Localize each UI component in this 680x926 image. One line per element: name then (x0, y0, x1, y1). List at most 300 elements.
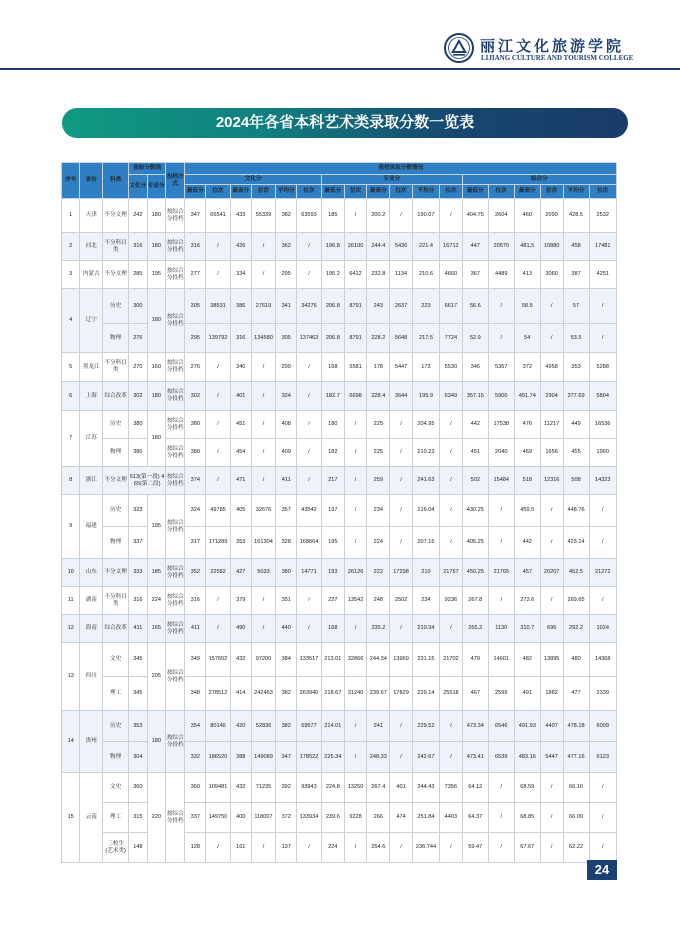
major-score-cell: 182 (321, 439, 344, 467)
row-culture-line: 270 (129, 353, 147, 382)
composite-score-cell: 452.5 (563, 559, 589, 587)
composite-score-cell: 292.2 (563, 615, 589, 643)
culture-score-cell: 295 (185, 324, 206, 353)
composite-score-cell: 4407 (540, 711, 563, 742)
major-score-cell: 232.8 (367, 261, 390, 289)
major-score-cell: / (440, 199, 463, 233)
culture-score-cell: 433 (230, 199, 251, 233)
col-rank: 位次 (540, 185, 563, 199)
major-score-cell: / (344, 742, 367, 773)
major-score-cell: / (390, 411, 413, 439)
row-method: 按综合分投档 (165, 495, 185, 559)
row-category: 不分科目类 (103, 353, 129, 382)
composite-score-cell: 21765 (488, 559, 514, 587)
major-score-cell: 8791 (344, 289, 367, 324)
table-row (62, 261, 617, 289)
major-score-cell: / (390, 439, 413, 467)
culture-score-cell: 38531 (206, 289, 231, 324)
culture-score-cell: / (206, 233, 231, 261)
culture-score-cell: 69577 (297, 711, 322, 742)
major-score-cell: 180 (321, 411, 344, 439)
major-score-cell: 229.52 (412, 711, 439, 742)
composite-score-cell: 353 (563, 353, 589, 382)
table-row (62, 527, 617, 559)
composite-score-cell: / (488, 803, 514, 833)
culture-score-cell: / (297, 353, 322, 382)
composite-score-cell: 6546 (488, 711, 514, 742)
composite-score-cell: 477 (563, 677, 589, 711)
major-score-cell: / (390, 833, 413, 863)
row-province: 天津 (80, 199, 103, 233)
row-culture-line: 276 (129, 324, 147, 353)
row-method: 按综合分投档 (165, 382, 185, 411)
row-category: 不分文理 (103, 199, 129, 233)
composite-score-cell: 57 (563, 289, 589, 324)
composite-score-cell: 469 (514, 439, 540, 467)
table-row (62, 803, 617, 833)
major-score-cell: 21757 (440, 559, 463, 587)
row-category: 历史 (103, 495, 129, 527)
major-score-cell: 267.4 (367, 773, 390, 803)
major-score-cell: 178 (367, 353, 390, 382)
composite-score-cell: 491 (514, 677, 540, 711)
row-major-line: 180 (147, 289, 165, 353)
row-seq: 12 (62, 615, 80, 643)
culture-score-cell: 357 (276, 495, 297, 527)
row-seq: 15 (62, 773, 80, 863)
row-category: 不分科目类 (103, 233, 129, 261)
row-culture-line: 300 (129, 289, 147, 324)
major-score-cell: 234 (367, 495, 390, 527)
composite-score-cell: 447 (462, 233, 488, 261)
major-score-cell: 5581 (344, 353, 367, 382)
culture-score-cell: 408 (276, 411, 297, 439)
row-category: 理工 (103, 803, 129, 833)
culture-score-cell: 186520 (206, 742, 231, 773)
culture-score-cell: 171289 (206, 527, 231, 559)
row-method: 按综合分投档 (165, 615, 185, 643)
major-score-cell: 401 (390, 773, 413, 803)
composite-score-cell: 16536 (589, 411, 616, 439)
composite-score-cell: 2040 (488, 439, 514, 467)
col-culture-line: 文化分 (129, 175, 147, 199)
composite-score-cell: 455 (563, 439, 589, 467)
major-score-cell: / (344, 615, 367, 643)
culture-score-cell: / (297, 439, 322, 467)
composite-score-cell: 14601 (488, 643, 514, 677)
composite-score-cell: 310.7 (514, 615, 540, 643)
culture-score-cell: 178522 (297, 742, 322, 773)
major-score-cell: 210 (412, 559, 439, 587)
composite-score-cell: 405.25 (462, 527, 488, 559)
composite-score-cell: / (589, 587, 616, 615)
culture-score-cell: 5033 (251, 559, 276, 587)
col-rank: 位次 (297, 185, 322, 199)
major-score-cell: / (344, 833, 367, 863)
composite-score-cell: 5804 (589, 382, 616, 411)
culture-score-cell: / (251, 261, 276, 289)
major-score-cell: 168 (321, 353, 344, 382)
col-avg: 平均分 (563, 185, 589, 199)
composite-score-cell: 58.5 (514, 289, 540, 324)
composite-score-cell: 1024 (589, 615, 616, 643)
major-score-cell: 229.14 (412, 677, 439, 711)
table-row (62, 742, 617, 773)
row-major-line: 195 (147, 261, 165, 289)
culture-score-cell: 27619 (251, 289, 276, 324)
row-culture-line: 345 (129, 643, 147, 677)
major-score-cell: 248 (367, 587, 390, 615)
col-composite-group: 综合分 (462, 175, 616, 185)
row-culture-line: 148 (129, 833, 147, 863)
major-score-cell: 31240 (344, 677, 367, 711)
major-score-cell: 221.4 (412, 233, 439, 261)
row-method: 按综合分投档 (165, 411, 185, 439)
composite-score-cell: 518 (514, 467, 540, 495)
major-score-cell: 236.744 (412, 833, 439, 863)
major-score-cell: 242.67 (412, 742, 439, 773)
culture-score-cell: 71235 (251, 773, 276, 803)
composite-score-cell: / (589, 773, 616, 803)
culture-score-cell: 432 (230, 643, 251, 677)
row-category: 不分文理 (103, 559, 129, 587)
composite-score-cell: 267.8 (462, 587, 488, 615)
culture-score-cell: 118007 (251, 803, 276, 833)
row-category: 综合改革 (103, 615, 129, 643)
page-number: 24 (587, 860, 617, 880)
culture-score-cell: 134580 (251, 324, 276, 353)
composite-score-cell: 2904 (540, 382, 563, 411)
row-method: 按综合分投档 (165, 289, 185, 353)
row-method: 按综合分投档 (165, 467, 185, 495)
row-seq: 3 (62, 261, 80, 289)
table-row (62, 615, 617, 643)
major-score-cell: 266 (367, 803, 390, 833)
major-score-cell: / (390, 615, 413, 643)
culture-score-cell: 409 (276, 439, 297, 467)
major-score-cell: 6698 (344, 382, 367, 411)
culture-score-cell: 49785 (206, 495, 231, 527)
composite-score-cell: 2532 (589, 199, 616, 233)
major-score-cell: 210.23 (412, 439, 439, 467)
major-score-cell: 254.6 (367, 833, 390, 863)
row-province: 山东 (80, 559, 103, 587)
major-score-cell: 5648 (390, 324, 413, 353)
major-score-cell: 239.67 (367, 677, 390, 711)
table-row (62, 559, 617, 587)
culture-score-cell: 295 (276, 261, 297, 289)
major-score-cell: 26100 (344, 233, 367, 261)
composite-score-cell: / (589, 833, 616, 863)
composite-score-cell: 479 (462, 643, 488, 677)
composite-score-cell: 68.59 (514, 773, 540, 803)
composite-score-cell: / (488, 324, 514, 353)
major-score-cell: / (440, 439, 463, 467)
composite-score-cell: 66.09 (563, 803, 589, 833)
col-culture-group: 文化分 (185, 175, 321, 185)
culture-score-cell: 43542 (297, 495, 322, 527)
row-seq: 2 (62, 233, 80, 261)
culture-score-cell: 276 (185, 353, 206, 382)
row-culture-line: 285 (129, 261, 147, 289)
major-score-cell: 204.95 (412, 411, 439, 439)
culture-score-cell: / (251, 382, 276, 411)
composite-score-cell: 387 (563, 261, 589, 289)
composite-score-cell: 66.10 (563, 773, 589, 803)
composite-score-cell: 457 (514, 559, 540, 587)
major-score-cell: / (440, 411, 463, 439)
composite-score-cell: 367 (462, 261, 488, 289)
composite-score-cell: 508 (563, 467, 589, 495)
composite-score-cell: 413 (514, 261, 540, 289)
major-score-cell: 231.15 (412, 643, 439, 677)
row-category: 不分文理 (103, 261, 129, 289)
composite-score-cell: 491.93 (514, 711, 540, 742)
culture-score-cell: 440 (276, 615, 297, 643)
composite-score-cell: 265.2 (462, 615, 488, 643)
row-province: 湖南 (80, 587, 103, 615)
major-score-cell: / (440, 711, 463, 742)
culture-score-cell: 324 (276, 382, 297, 411)
culture-score-cell: 55339 (251, 199, 276, 233)
col-school-stats: 我校录取分数情况 (185, 163, 617, 175)
culture-score-cell: 348 (185, 677, 206, 711)
row-province: 四川 (80, 643, 103, 711)
composite-score-cell: / (540, 803, 563, 833)
row-category: 不分文理 (103, 467, 129, 495)
culture-score-cell: 382 (276, 677, 297, 711)
page-title: 2024年各省本科艺术类录取分数一览表 (215, 114, 475, 131)
composite-score-cell: 5367 (488, 353, 514, 382)
row-category: 历史 (103, 411, 129, 439)
culture-score-cell: 347 (276, 742, 297, 773)
culture-score-cell: 340 (230, 353, 251, 382)
row-major-line: 205 (147, 643, 165, 711)
table-row (62, 711, 617, 742)
col-avg: 平均分 (276, 185, 297, 199)
major-score-cell: 185 (321, 199, 344, 233)
culture-score-cell: 305 (185, 289, 206, 324)
composite-score-cell: 17481 (589, 233, 616, 261)
composite-score-cell: 272.6 (514, 587, 540, 615)
row-province: 云南 (80, 773, 103, 863)
header-divider (0, 68, 680, 70)
row-method: 按综合分投档 (165, 439, 185, 467)
major-score-cell: 259 (367, 467, 390, 495)
culture-score-cell: 299 (276, 353, 297, 382)
row-category: 物理 (103, 439, 129, 467)
composite-score-cell: 1656 (540, 439, 563, 467)
composite-score-cell: 442 (462, 411, 488, 439)
row-major-line: 220 (147, 773, 165, 863)
row-major-line: 180 (147, 382, 165, 411)
row-category: 历史 (103, 289, 129, 324)
culture-score-cell: 93943 (297, 773, 322, 803)
major-score-cell: 13250 (344, 773, 367, 803)
composite-score-cell: 449 (563, 411, 589, 439)
row-province: 辽宁 (80, 289, 103, 353)
culture-score-cell: / (251, 411, 276, 439)
composite-score-cell: 477.16 (563, 742, 589, 773)
culture-score-cell: 128 (185, 833, 206, 863)
culture-score-cell: 432 (230, 773, 251, 803)
major-score-cell: 217 (321, 467, 344, 495)
composite-score-cell: / (589, 803, 616, 833)
culture-score-cell: 302 (185, 382, 206, 411)
composite-score-cell: 502 (462, 467, 488, 495)
composite-score-cell: / (488, 833, 514, 863)
culture-score-cell: 34276 (297, 289, 322, 324)
table-row (62, 677, 617, 711)
table-row (62, 833, 617, 863)
culture-score-cell: 380 (185, 411, 206, 439)
row-method: 按综合分投档 (165, 353, 185, 382)
row-category: 不分科目类 (103, 587, 129, 615)
culture-score-cell: 400 (230, 803, 251, 833)
major-score-cell: 241.63 (412, 467, 439, 495)
major-score-cell: 25518 (440, 677, 463, 711)
major-score-cell: / (440, 742, 463, 773)
culture-score-cell: 334 (230, 261, 251, 289)
major-score-cell: 193 (321, 559, 344, 587)
culture-score-cell: 414 (230, 677, 251, 711)
row-province: 江苏 (80, 411, 103, 467)
major-score-cell: 225 (367, 411, 390, 439)
composite-score-cell: 467 (462, 677, 488, 711)
major-score-cell: 32866 (344, 643, 367, 677)
row-culture-line: 316 (129, 587, 147, 615)
composite-score-cell: 377.69 (563, 382, 589, 411)
composite-score-cell: 2339 (589, 677, 616, 711)
culture-score-cell: / (297, 587, 322, 615)
table-row (62, 411, 617, 439)
major-score-cell: 196.8 (321, 233, 344, 261)
culture-score-cell: 471 (230, 467, 251, 495)
major-score-cell: / (390, 527, 413, 559)
major-score-cell: / (390, 199, 413, 233)
culture-score-cell: 384 (276, 643, 297, 677)
culture-score-cell: 149750 (206, 803, 231, 833)
col-rank: 位次 (206, 185, 231, 199)
composite-score-cell: / (540, 324, 563, 353)
major-score-cell: 243 (367, 289, 390, 324)
row-category: 三校生 (艺术类) (103, 833, 129, 863)
col-major-group: 专业分 (321, 175, 462, 185)
culture-score-cell: 380 (276, 559, 297, 587)
composite-score-cell: 269.65 (563, 587, 589, 615)
row-category: 物理 (103, 324, 129, 353)
culture-score-cell: 109481 (206, 773, 231, 803)
composite-score-cell: 56.6 (462, 289, 488, 324)
row-major-line: 180 (147, 411, 165, 467)
composite-score-cell: 423.14 (563, 527, 589, 559)
row-culture-line: 315 (129, 803, 147, 833)
culture-score-cell: 324 (185, 495, 206, 527)
major-score-cell: 213.01 (321, 643, 344, 677)
row-method: 按综合分投档 (165, 711, 185, 773)
major-score-cell: / (440, 527, 463, 559)
culture-score-cell: / (206, 833, 231, 863)
major-score-cell: 5436 (390, 233, 413, 261)
col-rank: 位次 (390, 185, 413, 199)
major-score-cell: 2637 (390, 289, 413, 324)
culture-score-cell: / (297, 382, 322, 411)
major-score-cell: 21702 (440, 643, 463, 677)
composite-score-cell: 448.76 (563, 495, 589, 527)
major-score-cell: 200.2 (367, 199, 390, 233)
composite-score-cell: / (488, 587, 514, 615)
col-major-line: 专业分 (147, 175, 165, 199)
major-score-cell: 217.5 (412, 324, 439, 353)
major-score-cell: / (344, 527, 367, 559)
major-score-cell: / (390, 467, 413, 495)
composite-score-cell: 3060 (540, 261, 563, 289)
culture-score-cell: / (251, 233, 276, 261)
major-score-cell: 474 (390, 803, 413, 833)
major-score-cell: 216.04 (412, 495, 439, 527)
major-score-cell: 206.8 (321, 324, 344, 353)
row-culture-line: 316 (129, 233, 147, 261)
col-category: 科类 (103, 163, 129, 199)
culture-score-cell: / (206, 353, 231, 382)
row-category: 文史 (103, 773, 129, 803)
major-score-cell: 195.9 (412, 382, 439, 411)
composite-score-cell: 53.5 (563, 324, 589, 353)
row-province: 上海 (80, 382, 103, 411)
row-culture-line: 360 (129, 773, 147, 803)
major-score-cell: 26126 (344, 559, 367, 587)
composite-score-cell: 6539 (488, 742, 514, 773)
col-min: 最低分 (185, 185, 206, 199)
culture-score-cell: 149089 (251, 742, 276, 773)
composite-score-cell: 52.9 (462, 324, 488, 353)
table-row (62, 353, 617, 382)
table-row (62, 324, 617, 353)
composite-score-cell: / (488, 289, 514, 324)
row-culture-line: 380 (129, 411, 147, 439)
composite-score-cell: / (540, 495, 563, 527)
culture-score-cell: / (251, 439, 276, 467)
row-province: 黑龙江 (80, 353, 103, 382)
culture-score-cell: 157652 (206, 643, 231, 677)
major-score-cell: 228.4 (367, 382, 390, 411)
row-major-line: 160 (147, 353, 165, 382)
composite-score-cell: 1882 (540, 677, 563, 711)
row-method: 按综合分投档 (165, 587, 185, 615)
row-category: 文史 (103, 643, 129, 677)
col-rank: 位次 (251, 185, 276, 199)
composite-score-cell: / (540, 773, 563, 803)
major-score-cell: 168 (321, 615, 344, 643)
col-max: 最高分 (514, 185, 540, 199)
table-row (62, 233, 617, 261)
admission-score-table (61, 162, 617, 863)
composite-score-cell: 478.18 (563, 711, 589, 742)
culture-score-cell: 360 (185, 773, 206, 803)
culture-score-cell: 382 (276, 711, 297, 742)
row-seq: 5 (62, 353, 80, 382)
row-seq: 10 (62, 559, 80, 587)
major-score-cell: / (390, 711, 413, 742)
composite-score-cell: 20207 (540, 559, 563, 587)
row-category: 物理 (103, 527, 129, 559)
culture-score-cell: 328 (276, 527, 297, 559)
row-seq: 13 (62, 643, 80, 711)
composite-score-cell: 442 (514, 527, 540, 559)
row-culture-line: 323 (129, 495, 147, 527)
row-category: 理工 (103, 677, 129, 711)
major-score-cell: 8791 (344, 324, 367, 353)
